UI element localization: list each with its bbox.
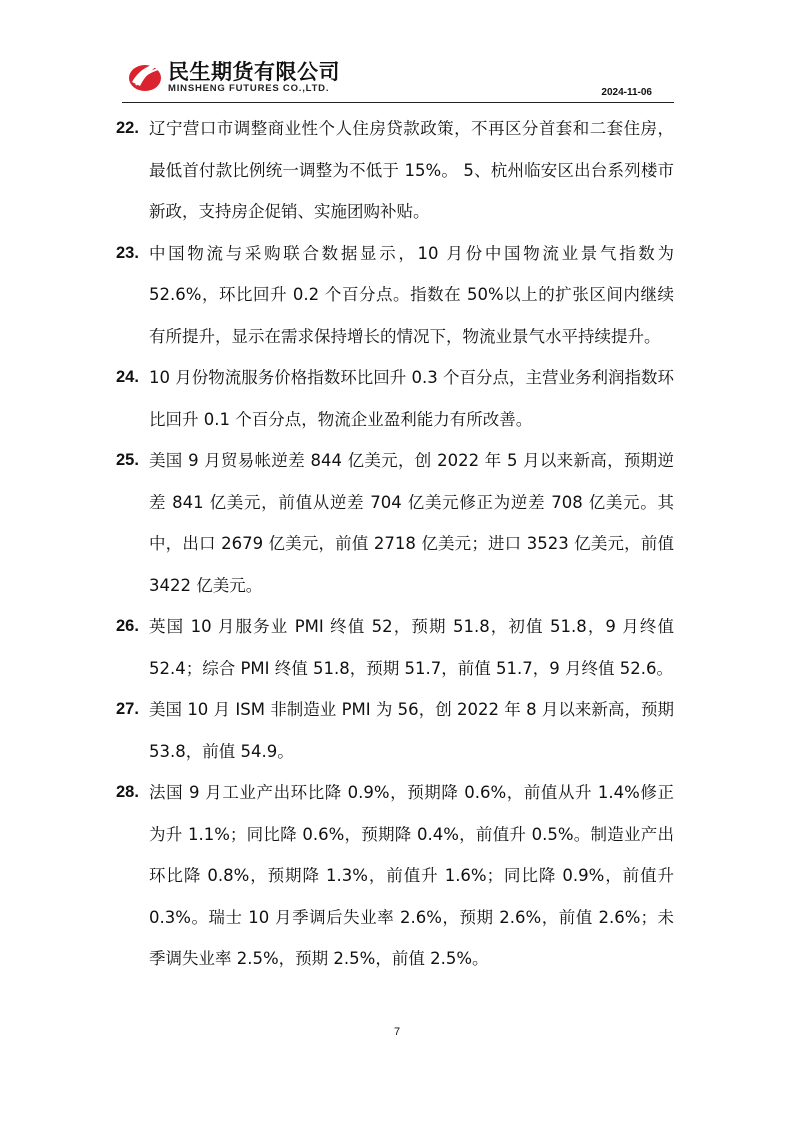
company-name-cn: 民生期货有限公司	[168, 60, 340, 84]
item-number: 23.	[116, 243, 139, 262]
item-number: 22.	[116, 119, 139, 137]
list-item	[116, 606, 674, 689]
page-number: 7	[393, 1026, 401, 1038]
item-text: 美国 10 月 ISM 非制造业 PMI 为 56，创 2022 年 8 月以来新高，预期 53.8，前值 54.9。	[149, 700, 674, 761]
list-item	[116, 108, 674, 233]
item-text: 美国 9 月贸易帐逆差 844 亿美元，创 2022 年 5 月以来新高，预期逆差 841 亿美元，前值从逆差 704 亿美元修正为逆差 708 亿美元。其中，出口 2679 亿美元，前值 2718 亿美元；进口 3523 亿美元，前值 3422 亿美元。	[149, 451, 674, 595]
item-text: 辽宁营口市调整商业性个人住房贷款政策，不再区分首套和二套住房，最低首付款比例统一调整为不低于 15%。 5、杭州临安区出台系列楼市新政，支持房企促销、实施团购补贴。	[149, 119, 674, 221]
list-item	[116, 440, 674, 606]
item-number: 25.	[116, 451, 139, 469]
item-number: 26.	[116, 617, 139, 635]
item-text: 中国物流与采购联合数据显示，10 月份中国物流业景气指数为 52.6%，环比回升 0.2 个百分点。指数在 50%以上的扩张区间内继续有所提升，显示在需求保持增长的情况下，物流业景气水平持续提升。	[149, 243, 674, 346]
list-item	[116, 689, 674, 772]
news-list	[116, 108, 674, 980]
item-number: 24.	[116, 368, 139, 386]
item-text: 10 月份物流服务价格指数环比回升 0.3 个百分点，主营业务利润指数环比回升 0.1 个百分点，物流企业盈利能力有所改善。	[149, 368, 674, 429]
page-header	[122, 52, 674, 103]
company-logo-icon	[126, 58, 164, 94]
item-number: 27.	[116, 700, 139, 718]
item-text: 英国 10 月服务业 PMI 终值 52，预期 51.8，初值 51.8，9 月终值 52.4；综合 PMI 终值 51.8，预期 51.7，前值 51.7，9 月终值 52.6。	[149, 617, 674, 678]
list-item	[116, 233, 674, 358]
list-item	[116, 357, 674, 440]
report-date: 2024-11-06	[601, 87, 652, 98]
list-item	[116, 772, 674, 980]
company-name-en: MINSHENG FUTURES CO.,LTD.	[168, 83, 330, 94]
item-number: 28.	[116, 783, 139, 801]
item-text: 法国 9 月工业产出环比降 0.9%，预期降 0.6%，前值从升 1.4%修正为升 1.1%；同比降 0.6%，预期降 0.4%，前值升 0.5%。制造业产出环比降 0.8%，预期降 1.3%，前值升 1.6%；同比降 0.9%，前值升 0.3%。瑞士 10 月季调后失业率 2.6%，预期 2.6%，前值 2.6%；未季调失业率 2.5%，预期 2.5%，前值 2.5%。	[149, 783, 674, 968]
